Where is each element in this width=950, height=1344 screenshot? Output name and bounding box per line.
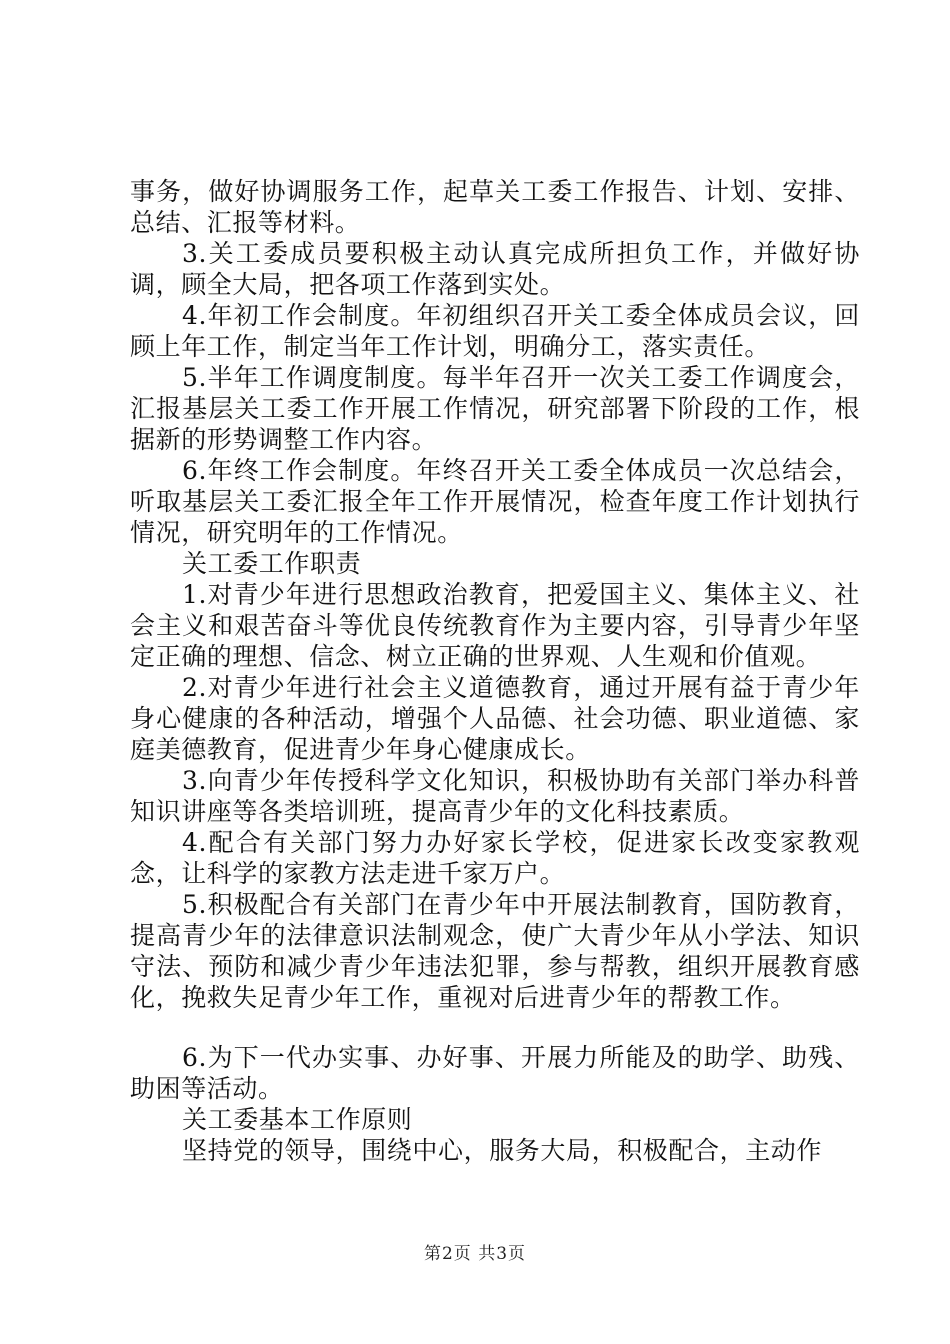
paragraph: 5.积极配合有关部门在青少年中开展法制教育，国防教育，提高青少年的法律意识法制观念，使广大青少年从小学法、知识守法、预防和减少青少年违法犯罪，参与帮教，组织开展教育感化，挽救失足青少年工作，重视对后进青少年的帮教工作。 [130, 890, 860, 1012]
paragraph: 5.半年工作调度制度。每半年召开一次关工委工作调度会，汇报基层关工委工作开展工作情况，研究部署下阶段的工作，根据新的形势调整工作内容。 [130, 363, 860, 454]
section-heading: 关工委基本工作原则 [182, 1105, 413, 1134]
paragraph: 1.对青少年进行思想政治教育，把爱国主义、集体主义、社会主义和艰苦奋斗等优良传统教育作为主要内容，引导青少年坚定正确的理想、信念、树立正确的世界观、人生观和价值观。 [130, 580, 860, 671]
paragraph: 6.为下一代办实事、办好事、开展力所能及的助学、助残、助困等活动。 [130, 1043, 860, 1103]
paragraph-gap [130, 1013, 860, 1042]
paragraph: 4.年初工作会制度。年初组织召开关工委全体成员会议，回顾上年工作，制定当年工作计划，明确分工，落实责任。 [130, 301, 860, 361]
paragraph: 4.配合有关部门努力办好家长学校，促进家长改变家教观念，让科学的家教方法走进千家万户。 [130, 828, 860, 888]
paragraph: 2.对青少年进行社会主义道德教育，通过开展有益于青少年身心健康的各种活动，增强个人品德、社会功德、职业道德、家庭美德教育，促进青少年身心健康成长。 [130, 673, 860, 764]
paragraph: 3.关工委成员要积极主动认真完成所担负工作，并做好协调，顾全大局，把各项工作落到实处。 [130, 239, 860, 299]
page-number-footer: 第2页 共3页 [423, 1244, 527, 1264]
paragraph: 事务，做好协调服务工作，起草关工委工作报告、计划、安排、总结、汇报等材料。 [130, 177, 860, 237]
document-body [130, 176, 860, 1166]
paragraph: 3.向青少年传授科学文化知识，积极协助有关部门举办科普知识讲座等各类培训班，提高青少年的文化科技素质。 [130, 766, 860, 826]
paragraph: 坚持党的领导，围绕中心，服务大局，积极配合，主动作 [182, 1136, 823, 1165]
section-heading: 关工委工作职责 [182, 549, 362, 578]
paragraph: 6.年终工作会制度。年终召开关工委全体成员一次总结会，听取基层关工委汇报全年工作开展情况，检查年度工作计划执行情况，研究明年的工作情况。 [130, 456, 860, 547]
